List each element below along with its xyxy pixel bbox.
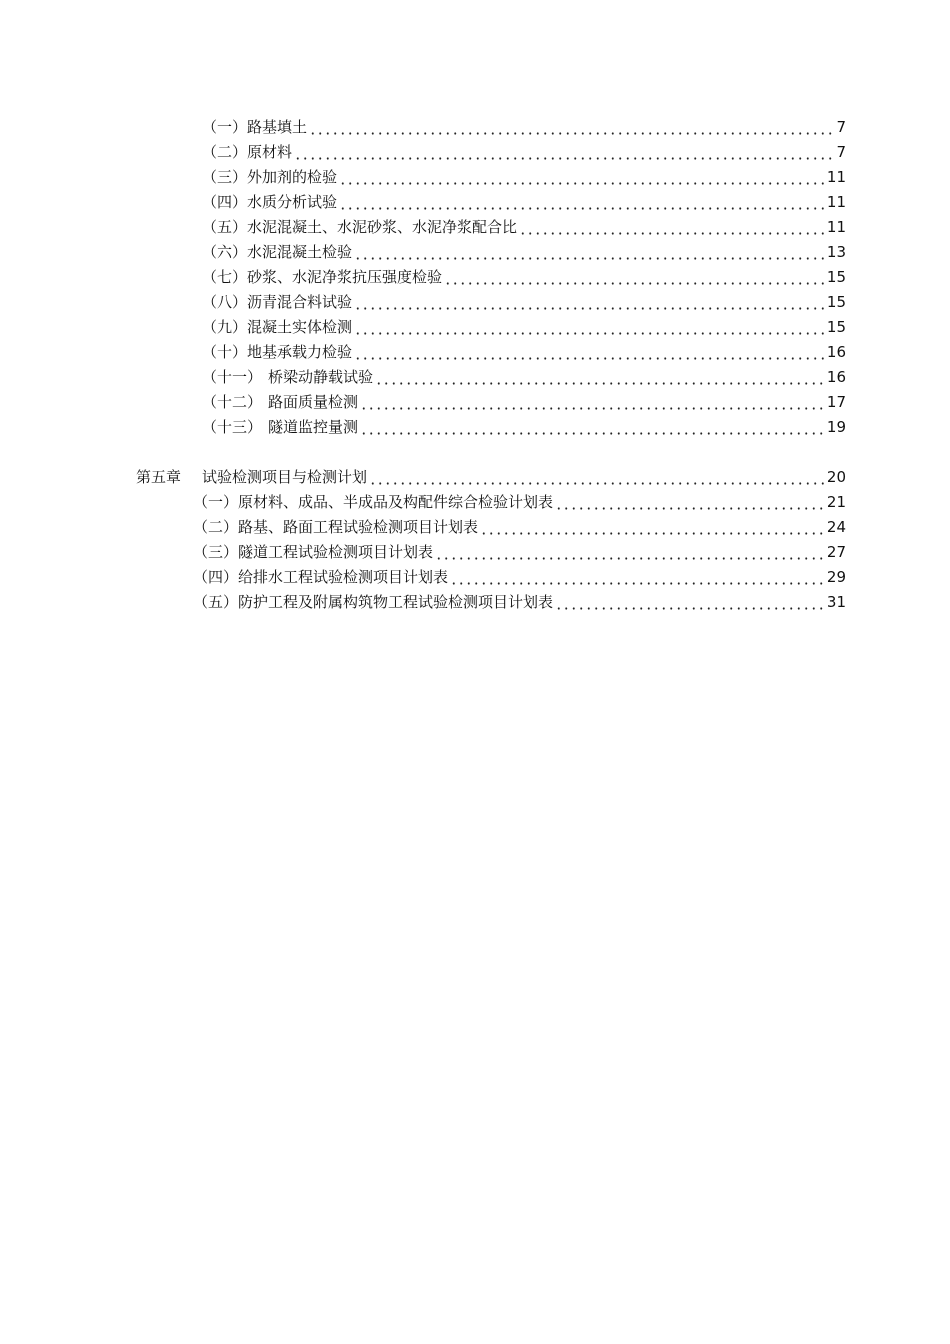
toc-entry-title: 砂浆、水泥净浆抗压强度检验: [247, 268, 443, 286]
toc-dot-leader: [480, 521, 824, 535]
toc-page-number: 16: [826, 343, 846, 361]
toc-entry-title: 外加剂的检验: [247, 168, 338, 186]
toc-entry-title: 地基承载力检验: [247, 343, 353, 361]
toc-entry-title: 水泥混凝土、水泥砂浆、水泥净浆配合比: [247, 218, 518, 236]
toc-dot-leader: [435, 546, 824, 560]
toc-dot-leader: [354, 346, 824, 360]
toc-entry-number: （二）: [193, 518, 239, 536]
toc-entry[interactable]: [0, 390, 950, 412]
toc-page-number: 24: [826, 518, 846, 536]
toc-page-number: 19: [826, 418, 846, 436]
toc-entry[interactable]: [0, 140, 950, 162]
toc-entry-title: 给排水工程试验检测项目计划表: [238, 568, 449, 586]
toc-page-number: 21: [826, 493, 846, 511]
toc-entry[interactable]: [0, 190, 950, 212]
toc-page-number: 20: [826, 468, 846, 486]
toc-dot-leader: [360, 396, 824, 410]
toc-entry[interactable]: [0, 565, 950, 587]
toc-dot-leader: [354, 246, 824, 260]
toc-entry-number: （十三）: [202, 418, 263, 436]
toc-dot-leader: [354, 296, 824, 310]
toc-dot-leader: [339, 171, 824, 185]
toc-dot-leader: [555, 596, 824, 610]
toc-entry-title: 原材料: [247, 143, 293, 161]
toc-dot-leader: [450, 571, 824, 585]
toc-entry-number: （六）: [202, 243, 248, 261]
toc-entry[interactable]: [0, 215, 950, 237]
toc-entry[interactable]: [0, 265, 950, 287]
toc-entry-number: （八）: [202, 293, 248, 311]
toc-entry-title: 路基填土: [247, 118, 308, 136]
toc-page-number: 11: [826, 168, 846, 186]
toc-chapter-title: 试验检测项目与检测计划: [202, 468, 368, 486]
toc-page-number: 15: [826, 268, 846, 286]
toc-entry[interactable]: [0, 415, 950, 437]
toc-entry-number: （七）: [202, 268, 248, 286]
toc-page-number: 31: [826, 593, 846, 611]
toc-entry-number: （三）: [193, 543, 239, 561]
toc-entry-title: 路面质量检测: [268, 393, 359, 411]
toc-entry[interactable]: [0, 340, 950, 362]
toc-entry[interactable]: [0, 315, 950, 337]
toc-chapter-number: 第五章: [136, 468, 182, 486]
toc-entry-number: （五）: [193, 593, 239, 611]
toc-entry[interactable]: [0, 240, 950, 262]
toc-entry-number: （四）: [193, 568, 239, 586]
toc-entry[interactable]: [0, 115, 950, 137]
toc-dot-leader: [444, 271, 824, 285]
toc-entry-title: 路基、路面工程试验检测项目计划表: [238, 518, 479, 536]
toc-dot-leader: [555, 496, 824, 510]
toc-entry-title: 桥梁动静载试验: [268, 368, 374, 386]
toc-entry[interactable]: [0, 590, 950, 612]
toc-entry-title: 混凝土实体检测: [247, 318, 353, 336]
toc-page-number: 11: [826, 218, 846, 236]
toc-page-number: 17: [826, 393, 846, 411]
toc-dot-leader: [309, 121, 833, 135]
toc-entry-number: （四）: [202, 193, 248, 211]
toc-dot-leader: [360, 421, 824, 435]
toc-entry-title: 隧道工程试验检测项目计划表: [238, 543, 434, 561]
toc-entry-number: （五）: [202, 218, 248, 236]
toc-entry-title: 水质分析试验: [247, 193, 338, 211]
toc-dot-leader: [294, 146, 833, 160]
toc-dot-leader: [354, 321, 824, 335]
toc-dot-leader: [519, 221, 824, 235]
toc-page-number: 13: [826, 243, 846, 261]
toc-entry-number: （一）: [193, 493, 239, 511]
toc-entry-number: （一）: [202, 118, 248, 136]
toc-dot-leader: [375, 371, 824, 385]
toc-entry-number: （九）: [202, 318, 248, 336]
toc-entry[interactable]: [0, 540, 950, 562]
toc-page-number: 27: [826, 543, 846, 561]
toc-page-number: 29: [826, 568, 846, 586]
toc-entry[interactable]: [0, 515, 950, 537]
toc-page-number: 7: [836, 143, 846, 161]
toc-entry-title: 防护工程及附属构筑物工程试验检测项目计划表: [238, 593, 554, 611]
toc-chapter-entry[interactable]: [0, 465, 950, 487]
toc-entry-number: （十）: [202, 343, 248, 361]
toc-entry-title: 沥青混合料试验: [247, 293, 353, 311]
toc-entry[interactable]: [0, 490, 950, 512]
toc-entry-number: （三）: [202, 168, 248, 186]
toc-entry-number: （二）: [202, 143, 248, 161]
toc-entry-number: （十一）: [202, 368, 263, 386]
toc-entry-title: 原材料、成品、半成品及构配件综合检验计划表: [238, 493, 554, 511]
toc-entry-number: （十二）: [202, 393, 263, 411]
toc-entry[interactable]: [0, 165, 950, 187]
toc-page-number: 15: [826, 293, 846, 311]
toc-page-number: 7: [836, 118, 846, 136]
toc-dot-leader: [369, 471, 824, 485]
toc-page-number: 16: [826, 368, 846, 386]
toc-entry[interactable]: [0, 365, 950, 387]
toc-page-number: 11: [826, 193, 846, 211]
toc-entry-title: 水泥混凝土检验: [247, 243, 353, 261]
toc-entry-title: 隧道监控量测: [268, 418, 359, 436]
toc-entry[interactable]: [0, 290, 950, 312]
toc-dot-leader: [339, 196, 824, 210]
toc-page-number: 15: [826, 318, 846, 336]
